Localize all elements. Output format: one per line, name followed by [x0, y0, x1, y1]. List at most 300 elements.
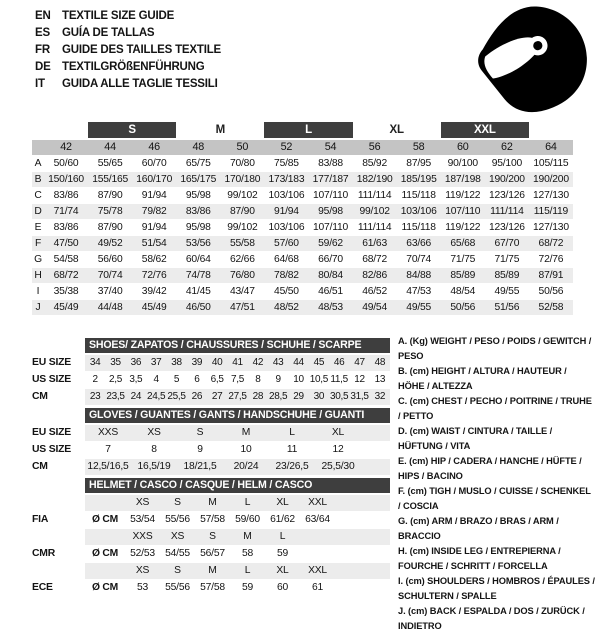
row-letter: I: [36, 286, 40, 297]
size-group-row: [32, 122, 573, 138]
spacer-cell: [85, 563, 125, 579]
row-letter: F: [34, 238, 42, 249]
row-cells: [85, 529, 390, 545]
size-value-cell: 67/70: [494, 238, 520, 249]
eu-size-column-header: 50: [236, 141, 249, 153]
size-value-cell: 70/74: [406, 254, 432, 265]
size-cell: 48: [374, 357, 386, 368]
row-cells: [85, 355, 390, 371]
row-letter: H: [34, 270, 42, 281]
size-value-cell: 41/45: [185, 286, 211, 297]
size-value-cell: 55/65: [97, 158, 123, 169]
size-value-cell: 177/187: [312, 174, 349, 185]
size-cell: 31,5: [350, 391, 369, 402]
size-value-cell: 103/106: [268, 222, 305, 233]
size-value-cell: 45/49: [53, 302, 79, 313]
eu-size-column-header: 60: [456, 141, 469, 153]
size-value-cell: 48/52: [274, 302, 299, 313]
size-value-cell: 55/58: [229, 238, 255, 249]
measurement-row: [32, 284, 573, 299]
size-value-cell: 70/80: [229, 158, 255, 169]
size-cell: 56/57: [200, 548, 225, 559]
measurement-row: [32, 204, 573, 219]
language-title: TEXTILE SIZE GUIDE: [62, 10, 175, 22]
size-cell: 6,5: [210, 374, 224, 385]
measurement-row: [32, 252, 573, 267]
gloves-table-rows: [32, 425, 390, 475]
size-value-cell: 85/89: [494, 270, 520, 281]
row-letter: G: [34, 254, 42, 265]
language-title: GUIDE DES TAILLES TEXTILE: [62, 44, 221, 56]
size-cell: 37: [150, 357, 162, 368]
size-cell: 39: [191, 357, 203, 368]
size-cell: XL: [331, 427, 345, 438]
size-cell: 11,5: [330, 374, 348, 385]
size-cell: 4: [153, 374, 159, 385]
row-label: [32, 495, 85, 511]
size-value-cell: 57/60: [274, 238, 299, 249]
helmet-size-cell: XXL: [308, 565, 327, 576]
size-value-cell: 56/60: [97, 254, 123, 265]
size-value-cell: 47/51: [229, 302, 255, 313]
size-cell: 43: [272, 357, 284, 368]
textile-size-table: [32, 122, 573, 316]
racing-helmet-svg: [466, 4, 596, 114]
size-group-label: S: [88, 122, 176, 138]
shoes-table-rows: [32, 355, 390, 405]
gloves-row: [32, 459, 390, 475]
size-value-cell: 60/64: [185, 254, 211, 265]
eu-size-column-header: 54: [324, 141, 337, 153]
size-cell: 12: [354, 374, 365, 385]
size-value-cell: 65/68: [450, 238, 476, 249]
measurement-row: [32, 188, 573, 203]
language-row: [35, 25, 221, 42]
diameter-unit-label: Ø CM: [91, 548, 119, 559]
gloves-size-table: [32, 408, 390, 476]
size-cell: 12: [332, 444, 344, 455]
size-value-cell: 46/50: [185, 302, 211, 313]
eu-size-column-header: 58: [412, 141, 425, 153]
size-value-cell: 190/200: [533, 174, 569, 185]
helmet-values-row: [32, 580, 390, 596]
eu-size-column-header: 62: [501, 141, 513, 153]
size-value-cell: 103/106: [268, 190, 305, 201]
legend-item: G. (cm) ARM / BRAZO / BRAS / ARM / BRACCIO: [398, 516, 559, 541]
size-cell: XS: [147, 427, 161, 438]
size-value-cell: 68/72: [538, 238, 564, 249]
row-letter: E: [34, 222, 42, 233]
size-cell: 55/56: [165, 514, 190, 525]
helmet-sizes-row: [32, 529, 390, 545]
size-value-cell: 85/92: [362, 158, 387, 169]
gloves-row: [32, 442, 390, 458]
size-cell: 8: [255, 374, 261, 385]
size-value-cell: 49/54: [362, 302, 387, 313]
size-value-cell: 105/115: [533, 158, 569, 169]
size-value-cell: 83/88: [318, 158, 343, 169]
standard-label: ECE: [32, 582, 53, 593]
size-cell: 9: [275, 374, 281, 385]
language-row: [35, 8, 221, 25]
size-value-cell: 107/110: [445, 206, 481, 217]
size-cell: S: [196, 427, 204, 438]
size-value-cell: 127/130: [533, 222, 569, 233]
size-value-cell: 190/200: [488, 174, 525, 185]
helmet-size-cell: XL: [276, 497, 289, 508]
standard-label: FIA: [32, 514, 49, 525]
language-row: [35, 42, 221, 59]
helmet-size-table: [32, 478, 390, 597]
size-value-cell: 74/78: [185, 270, 211, 281]
size-value-cell: 49/55: [406, 302, 432, 313]
size-value-cell: 119/122: [445, 190, 481, 201]
size-cell: 32: [374, 391, 386, 402]
size-cell: 58: [241, 548, 254, 559]
row-label: EU SIZE: [32, 357, 72, 368]
shoes-row: [32, 372, 390, 388]
measurement-legend: [398, 334, 595, 634]
measurement-row: [32, 268, 573, 283]
legend-item: H. (cm) INSIDE LEG / ENTREPIERNA / FOURCHE / SCHRITT / FORCELLA: [398, 546, 561, 571]
helmet-size-cell: XXS: [132, 531, 153, 542]
size-cell: 61/62: [270, 514, 295, 525]
helmet-table-title: HELMET / CASCO / CASQUE / HELM / CASCO: [85, 478, 390, 493]
eu-size-column-header: 48: [192, 141, 205, 153]
size-cell: L: [289, 427, 295, 438]
size-value-cell: 99/102: [227, 190, 258, 201]
size-cell: 36: [130, 357, 142, 368]
measurement-row: [32, 236, 573, 251]
size-value-cell: 46/51: [318, 286, 343, 297]
size-cell: 7: [105, 444, 111, 455]
size-value-cell: 115/119: [533, 206, 569, 217]
size-value-cell: 83/86: [53, 222, 79, 233]
size-value-cell: 78/82: [274, 270, 299, 281]
size-value-cell: 49/52: [97, 238, 123, 249]
size-value-cell: 91/94: [141, 222, 167, 233]
helmet-values-row: [32, 546, 390, 562]
size-cell: 41: [232, 357, 243, 368]
size-value-cell: 62/66: [229, 254, 255, 265]
size-cell: 24,5: [147, 391, 166, 402]
size-value-cell: 47/53: [406, 286, 432, 297]
size-cell: 8: [151, 444, 157, 455]
row-label: CM: [32, 391, 48, 402]
size-value-cell: 50/56: [538, 286, 564, 297]
language-code: IT: [35, 78, 45, 90]
row-cells: [85, 546, 390, 562]
size-value-cell: 68/72: [53, 270, 79, 281]
size-value-cell: 150/160: [48, 174, 84, 185]
size-cell: 7,5: [230, 374, 244, 385]
size-value-cell: 63/66: [406, 238, 432, 249]
row-label: [32, 529, 85, 545]
standard-label: CMR: [32, 548, 56, 559]
size-cell: 23,5: [106, 391, 125, 402]
size-value-cell: 91/94: [274, 206, 299, 217]
gloves-table-title: GLOVES / GUANTES / GANTS / HANDSCHUHE / GUANTI: [85, 408, 390, 423]
size-cell: 16,5/19: [137, 461, 171, 472]
size-value-cell: 115/118: [401, 222, 436, 233]
size-value-cell: 170/180: [224, 174, 261, 185]
size-value-cell: 111/114: [357, 190, 392, 201]
size-cell: 10: [293, 374, 304, 385]
size-cell: 38: [171, 357, 182, 368]
size-cell: 30,5: [330, 391, 349, 402]
size-value-cell: 84/88: [406, 270, 432, 281]
shoes-table-title: SHOES/ ZAPATOS / CHAUSSURES / SCHUHE / SCARPE: [85, 338, 390, 353]
shoes-row: [32, 389, 390, 405]
size-value-cell: 95/98: [185, 222, 211, 233]
size-cell: 57/58: [200, 582, 225, 593]
size-value-cell: 71/74: [53, 206, 79, 217]
size-cell: 53: [136, 582, 149, 593]
row-cells: [85, 563, 390, 579]
helmet-size-cell: M: [208, 497, 217, 508]
helmet-table-rows: [32, 495, 390, 596]
eu-size-column-header: 56: [368, 141, 381, 153]
size-value-cell: 70/74: [97, 270, 123, 281]
size-cell: 45: [313, 357, 325, 368]
size-value-cell: 71/75: [450, 254, 476, 265]
helmet-values-row: [32, 512, 390, 528]
size-cell: 13: [374, 374, 386, 385]
helmet-size-cell: L: [244, 497, 251, 508]
size-value-cell: 71/75: [494, 254, 520, 265]
row-letter: B: [34, 174, 42, 185]
size-value-cell: 66/70: [318, 254, 343, 265]
size-value-cell: 127/130: [533, 190, 569, 201]
size-value-cell: 99/102: [359, 206, 390, 217]
language-code: FR: [35, 44, 50, 56]
size-value-cell: 79/82: [141, 206, 167, 217]
size-value-cell: 82/86: [362, 270, 387, 281]
size-group-label: XL: [389, 124, 404, 136]
helmet-sizes-row: [32, 495, 390, 511]
size-value-cell: 95/100: [491, 158, 523, 169]
size-value-cell: 60/70: [141, 158, 167, 169]
row-cells: [85, 389, 390, 405]
size-value-cell: 123/126: [488, 222, 525, 233]
size-cell: 18/21,5: [183, 461, 217, 472]
measurement-row: [32, 156, 573, 171]
size-cell: 5: [173, 374, 180, 385]
size-cell: XXS: [97, 427, 118, 438]
size-cell: 52/53: [130, 548, 155, 559]
size-cell: 59: [276, 548, 289, 559]
size-value-cell: 107/110: [313, 190, 349, 201]
size-value-cell: 37/40: [97, 286, 123, 297]
row-cells: [85, 459, 390, 475]
row-cells: [85, 512, 390, 528]
row-label: [32, 563, 85, 579]
size-cell: 3,5: [129, 374, 143, 385]
size-value-cell: 160/170: [136, 174, 173, 185]
helmet-size-cell: S: [174, 497, 181, 508]
size-value-cell: 107/110: [313, 222, 349, 233]
diameter-unit-label: Ø CM: [91, 514, 119, 525]
row-label: CM: [32, 461, 48, 472]
diameter-unit-label: Ø CM: [91, 582, 119, 593]
size-value-cell: 48/53: [318, 302, 343, 313]
helmet-size-cell: M: [243, 531, 252, 542]
size-cell: 61: [311, 582, 324, 593]
helmet-size-cell: XL: [276, 565, 289, 576]
size-group-label: XXL: [441, 122, 529, 138]
size-value-cell: 80/84: [318, 270, 343, 281]
size-value-cell: 83/86: [185, 206, 211, 217]
size-value-cell: 87/95: [406, 158, 432, 169]
helmet-size-cell: M: [208, 565, 217, 576]
size-cell: 20/24: [233, 461, 259, 472]
helmet-size-cell: XXL: [308, 497, 327, 508]
size-cell: 60: [276, 582, 289, 593]
size-value-cell: 87/90: [97, 222, 123, 233]
eu-size-header-row: [32, 140, 573, 155]
size-cell: 63/64: [305, 514, 330, 525]
row-cells: [85, 495, 390, 511]
size-value-cell: 87/90: [229, 206, 255, 217]
size-value-cell: 87/90: [97, 190, 123, 201]
row-label: US SIZE: [32, 374, 72, 385]
eu-size-column-header: 64: [545, 141, 557, 153]
helmet-size-cell: [300, 529, 335, 545]
size-value-cell: 52/58: [538, 302, 564, 313]
legend-item: J. (cm) BACK / ESPALDA / DOS / ZURÜCK / INDIETRO: [398, 606, 585, 631]
size-cell: 59: [241, 582, 254, 593]
size-cell: 57/58: [200, 514, 225, 525]
language-title: GUIDA ALLE TAGLIE TESSILI: [62, 78, 218, 90]
legend-item: A. (Kg) WEIGHT / PESO / POIDS / GEWITCH / PESO: [398, 336, 592, 361]
size-value-cell: 76/80: [229, 270, 255, 281]
measurement-row: [32, 172, 573, 187]
size-cell: 30: [313, 391, 325, 402]
size-value-cell: 72/76: [538, 254, 564, 265]
size-cell: 29: [293, 391, 304, 402]
size-cell: 10: [240, 444, 252, 455]
row-cells: [85, 372, 390, 388]
row-cells: [85, 580, 390, 596]
eu-size-column-header: 44: [104, 141, 116, 153]
row-cells: [85, 442, 390, 458]
size-cell: 10,5: [309, 374, 328, 385]
size-value-cell: 155/165: [92, 174, 129, 185]
size-value-cell: 45/50: [274, 286, 299, 297]
legend-item: I. (cm) SHOULDERS / HOMBROS / ÉPAULES / SCHULTERN / SPALLE: [398, 576, 595, 601]
size-value-cell: 43/47: [229, 286, 255, 297]
size-value-cell: 103/106: [400, 206, 437, 217]
size-cell: 40: [211, 357, 223, 368]
size-value-cell: 61/63: [362, 238, 387, 249]
size-cell: 46: [333, 357, 345, 368]
size-value-cell: 85/89: [450, 270, 476, 281]
language-row: [35, 59, 221, 76]
size-value-cell: 185/195: [400, 174, 437, 185]
size-cell: 9: [197, 444, 203, 455]
size-value-cell: 46/52: [362, 286, 387, 297]
size-value-cell: 83/86: [53, 190, 79, 201]
size-value-cell: 45/49: [141, 302, 167, 313]
size-value-cell: 44/48: [97, 302, 123, 313]
size-value-cell: 49/55: [494, 286, 520, 297]
size-value-cell: 50/60: [53, 158, 79, 169]
size-value-cell: 51/54: [141, 238, 167, 249]
size-value-cell: 99/102: [227, 222, 258, 233]
size-value-cell: 111/114: [490, 206, 524, 217]
size-value-cell: 72/76: [141, 270, 167, 281]
size-value-cell: 111/114: [357, 222, 392, 233]
gloves-row: [32, 425, 390, 441]
size-value-cell: 54/58: [53, 254, 79, 265]
size-value-cell: 59/62: [318, 238, 343, 249]
size-value-cell: 95/98: [318, 206, 343, 217]
size-cell: 11: [286, 444, 298, 455]
size-value-cell: 58/62: [141, 254, 167, 265]
measurement-row: [32, 220, 573, 235]
row-letter: A: [34, 158, 42, 169]
size-value-cell: 91/94: [141, 190, 167, 201]
row-letter: C: [34, 190, 42, 201]
spacer-cell: [85, 529, 125, 545]
language-title: TEXTILGRÖßENFÜHRUNG: [62, 61, 205, 73]
helmet-size-cell: L: [244, 565, 251, 576]
eu-size-column-header: 46: [148, 141, 160, 153]
helmet-size-cell: L: [279, 531, 286, 542]
eu-size-column-header: 52: [280, 141, 293, 153]
size-cell: 12,5/16,5: [87, 461, 129, 472]
size-value-cell: 51/56: [494, 302, 520, 313]
size-value-cell: 182/190: [356, 174, 393, 185]
row-cells: [85, 425, 390, 441]
size-value-cell: 115/118: [401, 190, 436, 201]
size-cell: 44: [293, 357, 304, 368]
size-value-cell: 53/56: [185, 238, 211, 249]
size-value-cell: 90/100: [447, 158, 478, 169]
size-cell: 47: [354, 357, 365, 368]
legend-item: D. (cm) WAIST / CINTURA / TAILLE / HÜFTUNG / VITA: [398, 426, 553, 451]
row-label: EU SIZE: [32, 427, 72, 438]
size-value-cell: 165/175: [180, 174, 217, 185]
racing-helmet-icon: [466, 4, 596, 114]
row-label: US SIZE: [32, 444, 72, 455]
helmet-size-cell: S: [209, 531, 216, 542]
size-cell: 35: [110, 357, 121, 368]
size-cell: 27,5: [228, 391, 247, 402]
helmet-size-cell: XS: [170, 531, 185, 542]
row-letter: J: [35, 302, 41, 313]
size-cell: 27: [211, 391, 223, 402]
size-cell: 34: [89, 357, 101, 368]
shoes-size-table: [32, 338, 390, 406]
size-value-cell: 35/38: [53, 286, 79, 297]
size-cell: 28,5: [269, 391, 288, 402]
size-cell: 6: [194, 374, 200, 385]
measurement-row: [32, 300, 573, 315]
language-code: EN: [35, 10, 51, 22]
size-value-cell: 75/85: [274, 158, 299, 169]
spacer-cell: [32, 122, 88, 138]
size-cell: 25,5/30: [321, 461, 355, 472]
size-cell: 2,5: [108, 374, 122, 385]
size-value-cell: 95/98: [185, 190, 211, 201]
helmet-sizes-row: [32, 563, 390, 579]
size-value-cell: 123/126: [488, 190, 525, 201]
size-value-cell: 39/42: [141, 286, 167, 297]
size-value-cell: 68/72: [362, 254, 387, 265]
helmet-size-cell: S: [174, 565, 181, 576]
size-cell: 54/55: [165, 548, 190, 559]
